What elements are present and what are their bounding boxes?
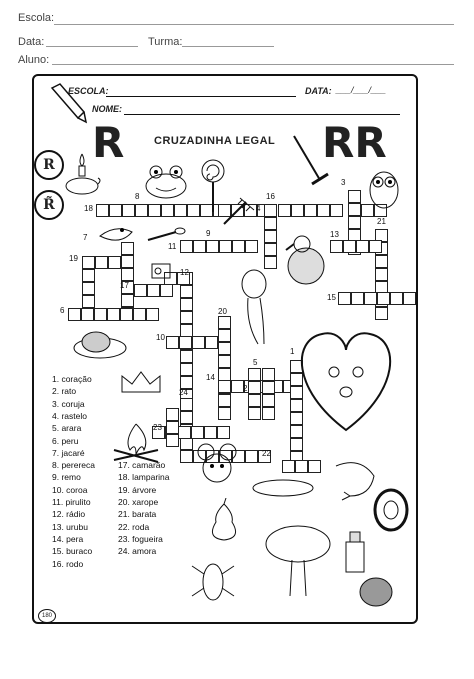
grid-cell[interactable] [166, 336, 179, 349]
grid-cell[interactable] [218, 342, 231, 355]
sheet-school-label: ESCOLA: [68, 86, 109, 96]
grid-cell[interactable] [262, 368, 275, 381]
clue-number: 4 [256, 204, 261, 213]
grid-cell[interactable] [282, 460, 295, 473]
parrot-icon [234, 264, 276, 348]
grid-cell[interactable] [206, 240, 219, 253]
grid-cell[interactable] [187, 204, 200, 217]
grid-cell[interactable] [264, 230, 277, 243]
tree-icon [262, 522, 334, 598]
grid-cell[interactable] [179, 336, 192, 349]
grid-cell[interactable] [108, 256, 121, 269]
grid-cell[interactable] [178, 426, 191, 439]
grid-cell[interactable] [96, 204, 109, 217]
clue-number: 18 [84, 204, 93, 213]
word-list-item: 3. coruja [52, 398, 85, 409]
grid-cell[interactable] [343, 240, 356, 253]
owl-icon [364, 164, 406, 210]
grid-cell[interactable] [180, 363, 193, 376]
tire-icon [372, 488, 410, 532]
grid-cell[interactable] [291, 204, 304, 217]
grid-cell[interactable] [375, 307, 388, 320]
grid-cell[interactable] [82, 256, 95, 269]
grid-cell[interactable] [308, 460, 321, 473]
grid-cell[interactable] [262, 394, 275, 407]
grid-cell[interactable] [121, 255, 134, 268]
clue-number: 22 [262, 449, 271, 458]
word-list-item: 24. amora [118, 546, 157, 557]
grid-cell[interactable] [121, 294, 134, 307]
grid-cell[interactable] [356, 240, 369, 253]
grid-cell[interactable] [174, 204, 187, 217]
grid-cell[interactable] [248, 368, 261, 381]
grid-cell[interactable] [264, 204, 277, 217]
student-line [52, 64, 454, 65]
grid-cell[interactable] [218, 329, 231, 342]
turkey-icon [72, 326, 128, 362]
date-label: Data: [18, 36, 45, 48]
pencil-icon [48, 82, 88, 124]
grid-cell[interactable] [95, 256, 108, 269]
syrup-bottle-icon [342, 530, 368, 574]
word-list-item: 8. perereca [52, 460, 95, 471]
class-line [182, 46, 274, 47]
grid-cell[interactable] [295, 460, 308, 473]
grid-cell[interactable] [120, 308, 133, 321]
grid-cell[interactable] [219, 240, 232, 253]
grid-cell[interactable] [262, 381, 275, 394]
word-list-item: 14. pera [52, 533, 84, 544]
clue-number: 5 [253, 358, 258, 367]
grid-cell[interactable] [109, 204, 122, 217]
clue-number: 9 [206, 229, 211, 238]
grid-cell[interactable] [166, 434, 179, 447]
crown-icon [118, 368, 164, 396]
grid-cell[interactable] [135, 204, 148, 217]
school-line [54, 24, 454, 25]
grid-cell[interactable] [348, 190, 361, 203]
clue-number: 19 [69, 254, 78, 263]
grid-cell[interactable] [218, 407, 231, 420]
grid-cell[interactable] [218, 316, 231, 329]
letter-r: R [92, 118, 125, 167]
word-list-item: 12. rádio [52, 509, 86, 520]
sheet-school-line [106, 96, 296, 97]
grid-cell[interactable] [351, 292, 364, 305]
grid-cell[interactable] [166, 408, 179, 421]
word-list-item: 9. remo [52, 472, 81, 483]
sheet-name-line [124, 114, 400, 115]
date-line [46, 46, 138, 47]
grid-cell[interactable] [107, 308, 120, 321]
grid-cell[interactable] [304, 204, 317, 217]
clue-number: 1 [290, 347, 295, 356]
student-label: Aluno: [18, 54, 50, 66]
grid-cell[interactable] [218, 380, 231, 393]
grid-cell[interactable] [217, 426, 230, 439]
grid-cell[interactable] [180, 411, 193, 424]
grid-cell[interactable] [82, 282, 95, 295]
grid-cell[interactable] [81, 308, 94, 321]
bottle-gourd-icon [250, 474, 316, 502]
clue-number: 3 [341, 178, 346, 187]
clue-number: 24 [179, 388, 188, 397]
clue-number: 17 [120, 281, 129, 290]
grid-cell[interactable] [82, 295, 95, 308]
grid-cell[interactable] [121, 268, 134, 281]
grid-cell[interactable] [133, 308, 146, 321]
pear-icon [204, 498, 244, 542]
grid-cell[interactable] [330, 204, 343, 217]
word-list-item: 15. buraco [52, 546, 93, 557]
word-list-item: 5. arara [52, 423, 82, 434]
grid-cell[interactable] [134, 284, 147, 297]
grid-cell[interactable] [160, 284, 173, 297]
grid-cell[interactable] [180, 398, 193, 411]
grid-cell[interactable] [390, 292, 403, 305]
word-list-item: 22. roda [118, 521, 150, 532]
grid-cell[interactable] [262, 407, 275, 420]
grid-cell[interactable] [148, 204, 161, 217]
clue-number: 21 [377, 217, 386, 226]
grid-cell[interactable] [232, 240, 245, 253]
grid-cell[interactable] [68, 308, 81, 321]
clue-number: 6 [60, 306, 65, 315]
clue-number: 2 [243, 384, 248, 393]
grid-cell[interactable] [278, 204, 291, 217]
clue-number: 8 [135, 192, 140, 201]
grid-cell[interactable] [248, 381, 261, 394]
grid-cell[interactable] [191, 426, 204, 439]
grid-cell[interactable] [403, 292, 416, 305]
grid-cell[interactable] [180, 298, 193, 311]
grid-cell[interactable] [180, 285, 193, 298]
sheet-date-slashes: ___/___/___ [336, 85, 387, 95]
word-list-item: 16. rodo [52, 558, 84, 569]
grid-cell[interactable] [377, 292, 390, 305]
grid-cell[interactable] [364, 292, 377, 305]
grid-cell[interactable] [338, 292, 351, 305]
grid-cell[interactable] [204, 426, 217, 439]
grid-cell[interactable] [218, 394, 231, 407]
grid-cell[interactable] [193, 240, 206, 253]
grid-cell[interactable] [248, 407, 261, 420]
word-list-item: 17. camarão [118, 460, 166, 471]
word-list-item: 23. fogueira [118, 533, 163, 544]
word-list-item: 19. árvore [118, 484, 157, 495]
word-list-item: 10. coroa [52, 484, 88, 495]
word-list-item: 2. rato [52, 386, 77, 397]
clue-number: 12 [180, 268, 189, 277]
grid-cell[interactable] [205, 336, 218, 349]
grid-cell[interactable] [94, 308, 107, 321]
circle-r-tilde: R̃ [34, 190, 64, 220]
mouse-icon [196, 440, 238, 496]
clue-number: 11 [168, 242, 177, 251]
word-list-item: 7. jacaré [52, 447, 85, 458]
bonfire-icon [110, 420, 162, 466]
sheet-name-label: NOME: [92, 104, 122, 114]
clue-number: 13 [330, 230, 339, 239]
grid-cell[interactable] [264, 217, 277, 230]
word-list-item: 11. pirulito [52, 497, 91, 507]
blackberry-icon [356, 572, 396, 610]
word-list-item: 13. urubu [52, 521, 88, 532]
grid-cell[interactable] [122, 204, 135, 217]
frog-icon [140, 162, 192, 202]
paddle-icon [146, 226, 186, 244]
grid-cell[interactable] [245, 240, 258, 253]
heart-icon [282, 320, 410, 440]
grid-cell[interactable] [375, 255, 388, 268]
clue-number: 20 [218, 307, 227, 316]
grid-cell[interactable] [180, 311, 193, 324]
school-label: Escola: [18, 12, 55, 24]
word-list-item: 20. xarope [118, 497, 159, 507]
lamp-icon [62, 150, 102, 196]
clue-number: 23 [153, 423, 162, 432]
puzzle-title: CRUZADINHA LEGAL [154, 135, 276, 147]
grid-cell[interactable] [218, 355, 231, 368]
alligator-icon [96, 222, 136, 248]
grid-cell[interactable] [348, 203, 361, 216]
grid-cell[interactable] [264, 243, 277, 256]
word-list-item: 4. rastelo [52, 410, 87, 421]
grid-cell[interactable] [248, 394, 261, 407]
clue-number: 14 [206, 373, 215, 382]
radio-icon [150, 260, 172, 280]
clue-number: 15 [327, 293, 336, 302]
grid-cell[interactable] [180, 350, 193, 363]
vulture-icon [280, 230, 332, 288]
grid-cell[interactable] [146, 308, 159, 321]
broom-icon [290, 134, 330, 194]
clue-number: 16 [266, 192, 275, 201]
word-list-item: 6. peru [52, 435, 79, 446]
word-list-item: 18. lamparina [118, 472, 170, 483]
word-list-item: 21. barata [118, 509, 157, 520]
cockroach-icon [190, 552, 236, 608]
grid-cell[interactable] [166, 421, 179, 434]
grid-cell[interactable] [192, 336, 205, 349]
grid-cell[interactable] [245, 450, 258, 463]
grid-cell[interactable] [369, 240, 382, 253]
clue-number: 10 [156, 333, 165, 342]
letter-rr: RR [322, 118, 387, 167]
grid-cell[interactable] [161, 204, 174, 217]
grid-cell[interactable] [317, 204, 330, 217]
page-number: 180 [38, 609, 56, 623]
grid-cell[interactable] [180, 450, 193, 463]
clue-number: 7 [83, 233, 88, 242]
circle-r: R [34, 150, 64, 180]
grid-cell[interactable] [82, 269, 95, 282]
rake-icon [222, 196, 256, 226]
grid-cell[interactable] [375, 268, 388, 281]
grid-cell[interactable] [147, 284, 160, 297]
grid-cell[interactable] [348, 216, 361, 229]
class-label: Turma: [148, 36, 183, 48]
word-list-item: 1. coração [52, 374, 92, 384]
sheet-date-label: DATA: [305, 86, 332, 96]
